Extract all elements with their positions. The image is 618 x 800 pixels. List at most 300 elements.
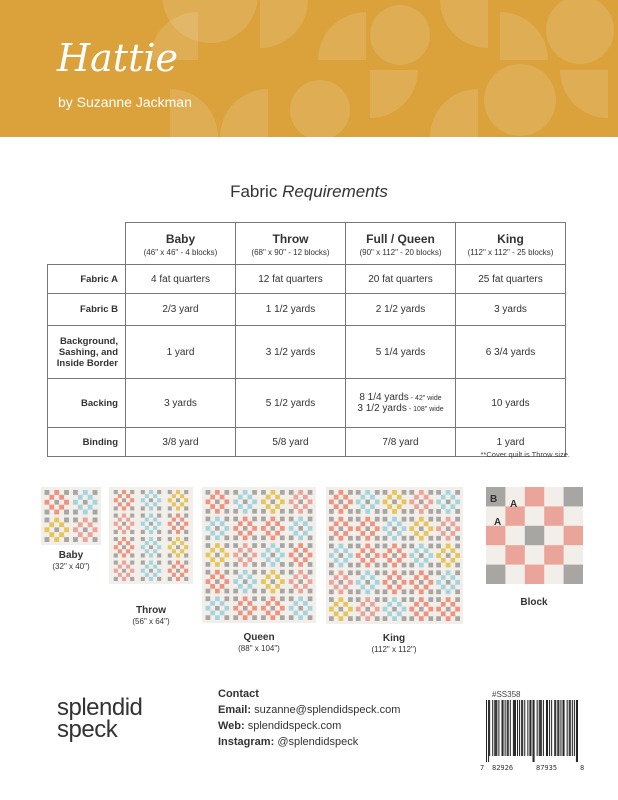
row-label: Backing	[48, 379, 126, 428]
block-corner	[233, 517, 238, 522]
block-ring	[397, 548, 402, 553]
block-point	[348, 526, 353, 531]
block-point	[329, 553, 334, 558]
block-ring	[424, 611, 429, 616]
block-ring	[210, 579, 215, 584]
block-ring	[172, 549, 176, 553]
block-center	[339, 526, 344, 531]
block-point	[114, 498, 118, 502]
block-point	[365, 570, 370, 575]
block-point	[271, 509, 276, 514]
block-ring	[441, 526, 446, 531]
block-point	[446, 536, 451, 541]
king-quilt-image	[326, 487, 463, 624]
block-ring	[370, 495, 375, 500]
block-point	[176, 561, 180, 565]
block-point	[176, 577, 180, 581]
block-ring	[294, 584, 299, 589]
block-ring	[294, 495, 299, 500]
block-point	[114, 545, 118, 549]
block-ring	[294, 606, 299, 611]
block-ring	[78, 505, 83, 510]
barcode-bar	[567, 700, 568, 756]
block-ring	[392, 575, 397, 580]
block-point	[446, 490, 451, 495]
block-ring	[414, 548, 419, 553]
block-ring	[210, 584, 215, 589]
barcode-bar	[547, 700, 548, 756]
block-ring	[387, 526, 392, 531]
block-label-b: B	[490, 494, 498, 505]
block-ring	[149, 494, 153, 498]
block-ring	[88, 532, 93, 537]
barcode-bar	[546, 700, 547, 756]
block-corner	[348, 616, 353, 621]
block-ring	[387, 611, 392, 616]
block-point	[348, 607, 353, 612]
block-point	[329, 580, 334, 585]
block-corner	[375, 570, 380, 575]
block-corner	[252, 570, 257, 575]
block-ring	[424, 575, 429, 580]
block-corner	[206, 570, 211, 575]
block-ring	[343, 553, 348, 558]
block-corner	[261, 562, 266, 567]
block-corner	[233, 543, 238, 548]
block-corner	[45, 510, 50, 515]
block-ring	[361, 531, 366, 536]
block-point	[149, 537, 153, 541]
block-point	[446, 589, 451, 594]
block-ring	[446, 602, 451, 607]
block-ring	[446, 531, 451, 536]
barcode-image	[486, 700, 578, 762]
block-pink-square	[544, 545, 563, 564]
barcode-bar	[519, 700, 520, 756]
block-ring	[387, 504, 392, 509]
block-point	[436, 500, 441, 505]
contact-block	[218, 686, 400, 750]
block-point	[280, 606, 285, 611]
block-ring	[210, 548, 215, 553]
block-ring	[215, 521, 220, 526]
block-ring	[145, 549, 149, 553]
block-center	[243, 579, 248, 584]
block-ring	[126, 573, 130, 577]
barcode-bar	[515, 700, 516, 756]
block-ring	[446, 585, 451, 590]
block-point	[446, 597, 451, 602]
block-ring	[275, 521, 280, 526]
block-ring	[339, 602, 344, 607]
block-point	[436, 526, 441, 531]
block-point	[365, 544, 370, 549]
block-ring	[220, 495, 225, 500]
block-ring	[343, 607, 348, 612]
block-ring	[145, 518, 149, 522]
barcode-bar	[510, 700, 511, 756]
block-ring	[303, 548, 308, 553]
block-corner	[168, 537, 172, 541]
block-corner	[73, 518, 78, 523]
block-ring	[275, 548, 280, 553]
block-point	[261, 579, 266, 584]
block-ring	[78, 527, 83, 532]
block-corner	[329, 490, 334, 495]
block-point	[419, 536, 424, 541]
block-ring	[49, 527, 54, 532]
block-corner	[375, 597, 380, 602]
block-ring	[118, 549, 122, 553]
block-corner	[93, 510, 98, 515]
block-ring	[54, 505, 59, 510]
block-point	[141, 522, 145, 526]
block-ring	[414, 558, 419, 563]
barcode-bar	[543, 700, 544, 756]
block-point	[289, 606, 294, 611]
block-point	[280, 499, 285, 504]
block-point	[365, 536, 370, 541]
block-point	[168, 545, 172, 549]
block-corner	[348, 509, 353, 514]
block-ring	[370, 575, 375, 580]
block-point	[130, 545, 134, 549]
block-ring	[365, 585, 370, 590]
block-point	[243, 596, 248, 601]
block-ring	[365, 602, 370, 607]
block-corner	[224, 562, 229, 567]
block-ring	[145, 569, 149, 573]
block-ring	[59, 505, 64, 510]
block-corner	[329, 570, 334, 575]
block-ring	[59, 500, 64, 505]
block-corner	[73, 510, 78, 515]
block-corner	[308, 509, 313, 514]
block-point	[141, 569, 145, 573]
block-corner	[233, 509, 238, 514]
block-ring	[266, 499, 271, 504]
block-ring	[334, 580, 339, 585]
block-center	[83, 527, 88, 532]
block-ring	[243, 495, 248, 500]
block-ring	[343, 602, 348, 607]
table-cell: 2/3 yard	[126, 294, 236, 326]
block-point	[436, 607, 441, 612]
block-corner	[141, 490, 145, 494]
block-corner	[308, 535, 313, 540]
block-ring	[387, 553, 392, 558]
block-ring	[247, 526, 252, 531]
block-ring	[126, 522, 130, 526]
block-point	[54, 490, 59, 495]
block-ring	[243, 557, 248, 562]
block-point	[271, 517, 276, 522]
block-ring	[365, 558, 370, 563]
block-point	[122, 577, 126, 581]
block-ring	[78, 500, 83, 505]
table-cell: 3/8 yard	[126, 428, 236, 457]
block-corner	[252, 615, 257, 620]
block-ring	[339, 585, 344, 590]
block-point	[215, 517, 220, 522]
block-point	[83, 490, 88, 495]
block-ring	[303, 601, 308, 606]
block-corner	[455, 570, 460, 575]
block-ring	[220, 557, 225, 562]
block-diagram-image	[486, 487, 583, 584]
barcode-bar	[505, 700, 506, 756]
block-ring	[298, 611, 303, 616]
block-center	[215, 499, 220, 504]
block-point	[419, 563, 424, 568]
block-point	[280, 553, 285, 558]
block-ring	[59, 495, 64, 500]
block-point	[419, 509, 424, 514]
block-gray-square	[525, 526, 544, 545]
block-corner	[356, 490, 361, 495]
block-ring	[122, 549, 126, 553]
block-point	[455, 526, 460, 531]
column-baby: Baby (46" x 46" - 4 blocks)	[126, 223, 236, 265]
block-ring	[441, 580, 446, 585]
block-point	[329, 526, 334, 531]
block-corner	[436, 544, 441, 549]
block-ring	[215, 495, 220, 500]
block-corner	[289, 543, 294, 548]
barcode-first-digit: 7	[480, 764, 485, 772]
row-label: Binding	[48, 428, 126, 457]
block-pink-square	[544, 506, 563, 525]
block-ring	[392, 531, 397, 536]
block-corner	[348, 597, 353, 602]
block-corner	[206, 596, 211, 601]
barcode-last-digit: 8	[580, 764, 585, 772]
block-ring	[419, 531, 424, 536]
block-point	[446, 517, 451, 522]
block-ring	[441, 575, 446, 580]
barcode-bar	[494, 700, 495, 756]
block-point	[365, 597, 370, 602]
block-ring	[247, 601, 252, 606]
block-ring	[294, 557, 299, 562]
block-ring	[441, 522, 446, 527]
block-ring	[54, 495, 59, 500]
block-point	[365, 616, 370, 621]
block-ring	[450, 548, 455, 553]
block-corner	[206, 517, 211, 522]
block-corner	[168, 490, 172, 494]
block-ring	[145, 541, 149, 545]
barcode-bar	[521, 700, 522, 756]
block-ring	[339, 504, 344, 509]
block-corner	[141, 577, 145, 581]
block-center	[271, 526, 276, 531]
block-ring	[424, 495, 429, 500]
block-ring	[414, 495, 419, 500]
barcode-bar	[522, 700, 523, 756]
block-corner	[114, 561, 118, 565]
block-point	[419, 544, 424, 549]
block-ring	[298, 495, 303, 500]
barcode-bar	[492, 700, 493, 756]
table-cell-backing-queen: 8 1/4 yards - 42" wide 3 1/2 yards - 108" wide	[346, 379, 456, 428]
row-label: Fabric A	[48, 265, 126, 294]
block-ring	[414, 611, 419, 616]
block-corner	[428, 589, 433, 594]
block-center	[419, 580, 424, 585]
block-corner	[157, 537, 161, 541]
block-point	[243, 517, 248, 522]
block-point	[176, 490, 180, 494]
block-point	[157, 522, 161, 526]
block-ring	[392, 522, 397, 527]
block-corner	[233, 535, 238, 540]
block-point	[224, 553, 229, 558]
block-ring	[266, 521, 271, 526]
block-label-a: A	[494, 517, 502, 528]
block-corner	[168, 530, 172, 534]
block-corner	[455, 589, 460, 594]
table-cell: 1 yard	[126, 326, 236, 379]
block-ring	[145, 494, 149, 498]
block-ring	[78, 495, 83, 500]
barcode-bar	[541, 700, 542, 756]
block-ring	[180, 522, 184, 526]
barcode-bar	[503, 700, 504, 756]
block-corner	[252, 490, 257, 495]
block-corner	[114, 490, 118, 494]
block-ring	[370, 522, 375, 527]
block-ring	[343, 575, 348, 580]
block-corner	[409, 589, 414, 594]
block-point	[243, 509, 248, 514]
block-point	[215, 615, 220, 620]
block-point	[348, 500, 353, 505]
block-corner	[64, 490, 69, 495]
block-ring	[339, 548, 344, 553]
block-corner	[428, 517, 433, 522]
block-ring	[397, 611, 402, 616]
block-ring	[126, 498, 130, 502]
barcode-bar	[514, 700, 515, 756]
block-corner	[289, 570, 294, 575]
table-cell: 25 fat quarters	[456, 265, 566, 294]
block-ring	[414, 500, 419, 505]
block-ring	[220, 504, 225, 509]
block-ring	[414, 553, 419, 558]
block-center	[271, 579, 276, 584]
block-ring	[122, 573, 126, 577]
block-ring	[370, 558, 375, 563]
block-ring	[145, 526, 149, 530]
block-corner	[233, 570, 238, 575]
block-point	[130, 569, 134, 573]
block-point	[428, 607, 433, 612]
block-point	[298, 562, 303, 567]
block-corner	[280, 535, 285, 540]
block-point	[122, 561, 126, 565]
block-point	[122, 490, 126, 494]
block-ring	[172, 545, 176, 549]
block-corner	[45, 537, 50, 542]
block-center	[122, 545, 126, 549]
block-ring	[334, 526, 339, 531]
block-point	[436, 553, 441, 558]
block-pink-square	[486, 526, 505, 545]
block-corner	[356, 536, 361, 541]
block-ring	[247, 504, 252, 509]
block-point	[168, 498, 172, 502]
block-corner	[428, 544, 433, 549]
barcode-bar	[564, 700, 565, 756]
block-point	[206, 579, 211, 584]
block-ring	[387, 500, 392, 505]
block-corner	[280, 562, 285, 567]
block-ring	[153, 569, 157, 573]
block-ring	[243, 575, 248, 580]
block-ring	[238, 526, 243, 531]
block-ring	[172, 494, 176, 498]
block-ring	[243, 611, 248, 616]
block-corner	[157, 561, 161, 565]
block-point	[365, 589, 370, 594]
block-point	[73, 527, 78, 532]
block-ring	[210, 606, 215, 611]
block-ring	[334, 531, 339, 536]
block-point	[252, 553, 257, 558]
barcode-bar	[529, 700, 530, 756]
block-corner	[280, 615, 285, 620]
block-ring	[118, 545, 122, 549]
block-ring	[387, 548, 392, 553]
block-point	[308, 553, 313, 558]
block-ring	[122, 565, 126, 569]
barcode-bar	[555, 700, 556, 756]
block-corner	[206, 509, 211, 514]
block-corner	[224, 589, 229, 594]
table-cell: 20 fat quarters	[346, 265, 456, 294]
block-corner	[141, 537, 145, 541]
block-point	[261, 606, 266, 611]
block-ring	[365, 504, 370, 509]
block-ring	[414, 531, 419, 536]
block-corner	[289, 509, 294, 514]
block-corner	[280, 543, 285, 548]
block-corner	[141, 506, 145, 510]
block-ring	[303, 579, 308, 584]
block-center	[215, 553, 220, 558]
block-point	[271, 535, 276, 540]
block-ring	[414, 580, 419, 585]
row-label: Fabric B	[48, 294, 126, 326]
block-corner	[436, 589, 441, 594]
block-ring	[172, 569, 176, 573]
block-corner	[157, 553, 161, 557]
block-ring	[397, 585, 402, 590]
block-point	[383, 607, 388, 612]
block-point	[252, 499, 257, 504]
block-ring	[220, 521, 225, 526]
block-ring	[334, 602, 339, 607]
block-corner	[233, 562, 238, 567]
block-ring	[441, 611, 446, 616]
block-center	[419, 553, 424, 558]
block-point	[141, 545, 145, 549]
block-center	[149, 498, 153, 502]
block-ring	[88, 495, 93, 500]
block-corner	[224, 570, 229, 575]
block-corner	[383, 517, 388, 522]
